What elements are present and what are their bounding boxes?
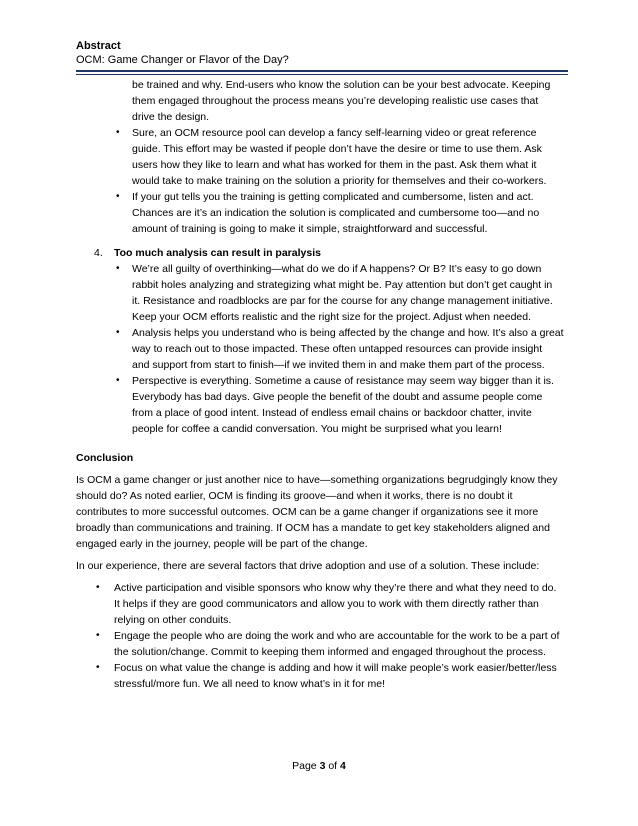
text-line: If your gut tells you the training is getting complicated and cumbersome, listen and act. [132,191,534,203]
text-line: engaged early in the journey, people will be part of the change. [76,538,368,550]
text-line: would take to make training on the solution a priority for themselves and their co-workers. [132,175,547,187]
text-line: Analysis helps you understand who is being affected by the change and how. It’s also a great [132,327,564,339]
bullet-icon: • [116,127,120,138]
bullet-icon: • [116,327,120,338]
document-body [76,77,564,692]
text-line: way to reach out to those impacted. These often untapped resources can provide insight [132,343,543,355]
text-line: the solution/change. Commit to keeping them informed and engaged throughout the process. [114,646,546,658]
text-line: it. Resistance and roadblocks are par for the course for any change management initiative. [132,295,553,307]
text-line: Chances are it’s an indication the solution is complicated and cumbersome too—and no [132,207,540,219]
bullet-icon: • [96,582,100,593]
list-item [76,373,564,437]
text-line: users how they like to learn and what has worked for them in the past. Ask them what it [132,159,537,171]
text-line: Keep your OCM efforts realistic and the right size for the project. Adjust when needed. [132,311,532,323]
page-label: Page [292,760,317,772]
text-line: Focus on what value the change is adding and how it will make people’s work easier/better/less [114,662,557,674]
bullet-icon: • [96,662,100,673]
text-line: relying on other conduits. [114,614,232,626]
list-item [76,628,564,660]
page-footer [0,760,638,772]
factors-bullet-list [76,580,564,692]
text-line: Perspective is everything. Sometime a cause of resistance may seem way bigger than it is. [132,375,554,387]
list-item [76,580,564,628]
text-line: should do? As noted earlier, OCM is finding its groove—and when it works, there is no doubt it [76,490,513,502]
text-line: people for coffee a candid conversation. You might be surprised what you learn! [132,423,502,435]
bullet-icon: • [116,263,120,274]
continuation-text [132,77,564,125]
text-line: and support from start to finish—if we invited them in and make them part of the process. [132,359,545,371]
section3-bullet-list [76,125,564,237]
list-item [76,660,564,692]
of-label: of [328,760,338,772]
conclusion-heading: Conclusion [76,452,134,464]
page-header [76,39,568,67]
bullet-icon: • [116,191,120,202]
text-line: Is OCM a game changer or just another nice to have—something organizations begrudgingly know they [76,474,558,486]
conclusion-paragraph [76,472,564,552]
page-current: 3 [319,760,326,772]
bullet-icon: • [96,630,100,641]
text-line: stressful/more fun. We all need to know what’s in it for me! [114,678,385,690]
header-rule-thick [76,70,568,72]
item-title: Too much analysis can result in paralysis [114,247,321,259]
header-subtitle: OCM: Game Changer or Flavor of the Day? [76,54,289,66]
list-item [76,325,564,373]
list-item [76,189,564,237]
text-line: It helps if they are good communicators and allow you to work with them directly rather than [114,598,539,610]
header-rule-thin [76,74,568,75]
list-item [76,261,564,325]
text-line: We’re all guilty of overthinking—what do we do if A happens? Or B? It’s easy to go down [132,263,542,275]
text-line: drive the design. [132,111,210,123]
text-line: Active participation and visible sponsors who know why they’re there and what they need to do. [114,582,557,594]
text-line: guide. This effort may be wasted if people don’t have the desire or time to use them. Ask [132,143,542,155]
page-total: 4 [340,760,346,772]
list-item [76,125,564,189]
text-line: amount of training is going to make it simple, straightforward and successful. [132,223,488,235]
text-line: them engaged throughout the process means you’re developing realistic use cases that [132,95,539,107]
text-line: contributes to more successful outcomes. OCM can be a game changer if organizations see it more [76,506,539,518]
text-line: broadly than communications and training. If OCM has a mandate to get key stakeholders aligned and [76,522,550,534]
header-title: Abstract [76,40,121,52]
text-line: Engage the people who are doing the work and who are accountable for the work to be a part of [114,630,560,642]
bullet-icon: • [116,375,120,386]
text-line: rabbit holes analyzing and strategizing what might be. Pay attention but don’t get caught in [132,279,553,291]
numbered-item-4 [76,245,564,261]
text-line: Sure, an OCM resource pool can develop a fancy self-learning video or great reference [132,127,537,139]
item-number: 4. [94,247,103,259]
text-line: from a place of good intent. Instead of endless email chains or backdoor chatter, invite [132,407,532,419]
item4-bullet-list [76,261,564,437]
factors-intro: In our experience, there are several factors that drive adoption and use of a solution. These include: [76,560,540,572]
text-line: be trained and why. End-users who know the solution can be your best advocate. Keeping [132,79,551,91]
text-line: Everybody has bad days. Give people the benefit of the doubt and assume people come [132,391,543,403]
